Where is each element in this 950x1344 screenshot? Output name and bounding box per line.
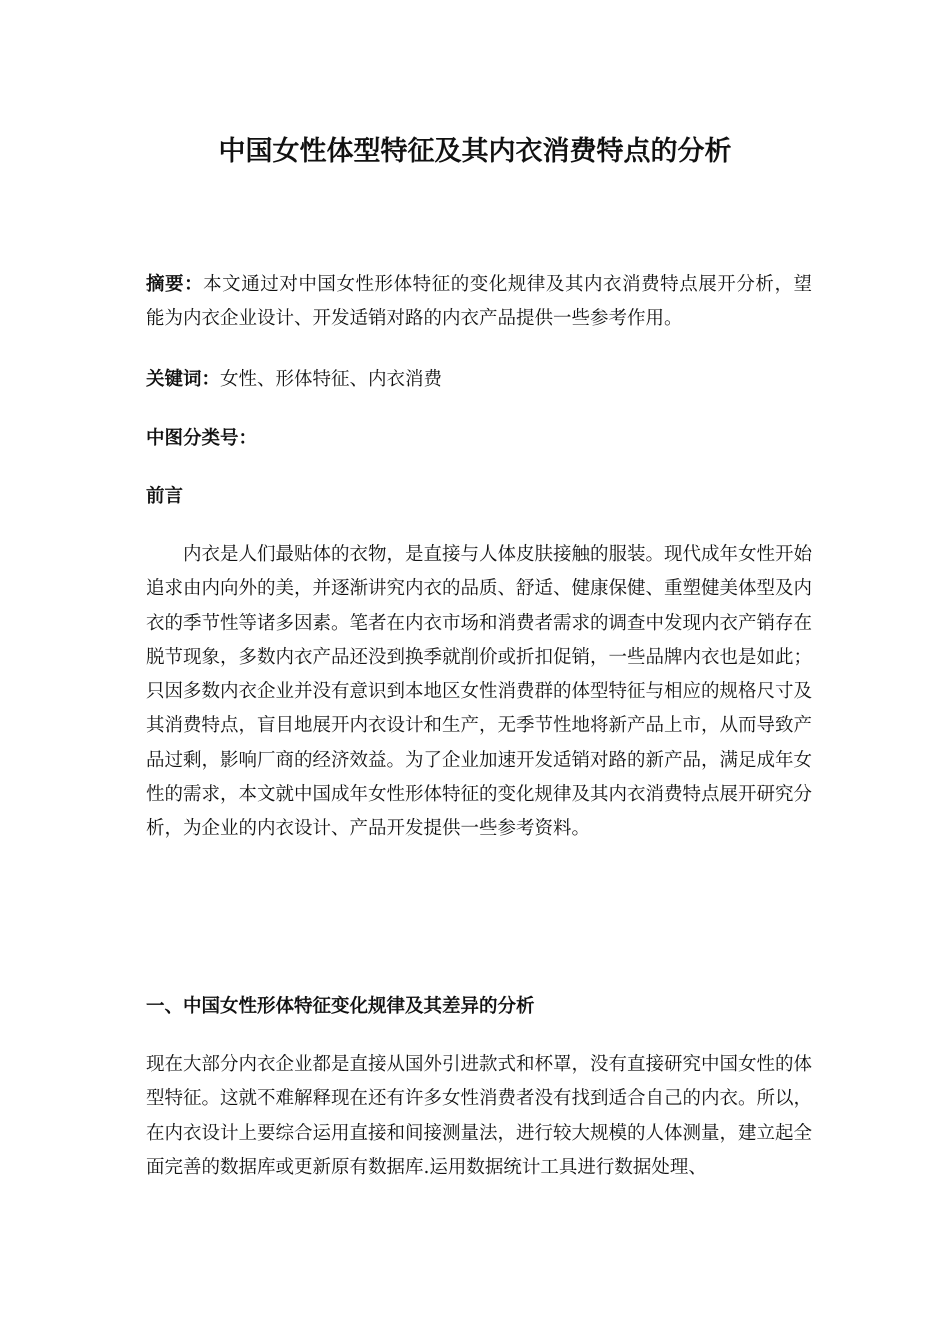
abstract-paragraph: [146, 268, 812, 337]
keywords-text: 女性、形体特征、内衣消费: [220, 369, 443, 390]
keywords-paragraph: [146, 364, 816, 396]
abstract-text: 本文通过对中国女性形体特征的变化规律及其内衣消费特点展开分析，望能为内衣企业设计、开发适销对路的内衣产品提供一些参考作用。: [146, 274, 812, 330]
section1-paragraph: 现在大部分内衣企业都是直接从国外引进款式和杯罩，没有直接研究中国女性的体型特征。这就不难解释现在还有许多女性消费者没有找到适合自己的内衣。所以，在内衣设计上要综合运用直接和间接测量法，进行较大规模的人体测量，建立起全面完善的数据库或更新原有数据库.运用数据统计工具进行数据处理、: [146, 1054, 813, 1178]
section1-heading: 一、中国女性形体特征变化规律及其差异的分析: [146, 996, 535, 1017]
abstract-label: 摘要：: [146, 274, 204, 295]
preface-paragraph: 内衣是人们最贴体的衣物，是直接与人体皮肤接触的服装。现代成年女性开始追求由内向外的美，并逐渐讲究内衣的品质、舒适、健康保健、重塑健美体型及内衣的季节性等诸多因素。笔者在内衣市场和消费者需求的调查中发现内衣产销存在脱节现象，多数内衣产品还没到换季就削价或折扣促销，一些品牌内衣也是如此；只因多数内衣企业并没有意识到本地区女性消费群的体型特征与相应的规格尺寸及其消费特点，盲目地展开内衣设计和生产，无季节性地将新产品上市，从而导致产品过剩，影响厂商的经济效益。为了企业加速开发适销对路的新产品，满足成年女性的需求，本文就中国成年女性形体特征的变化规律及其内衣消费特点展开研究分析，为企业的内衣设计、产品开发提供一些参考资料。: [146, 544, 813, 840]
document-title: 中国女性体型特征及其内衣消费特点的分析: [218, 136, 732, 167]
keywords-label: 关键词：: [146, 369, 221, 390]
clc-label: 中图分类号：: [146, 428, 258, 449]
preface-heading: 前言: [146, 486, 184, 507]
